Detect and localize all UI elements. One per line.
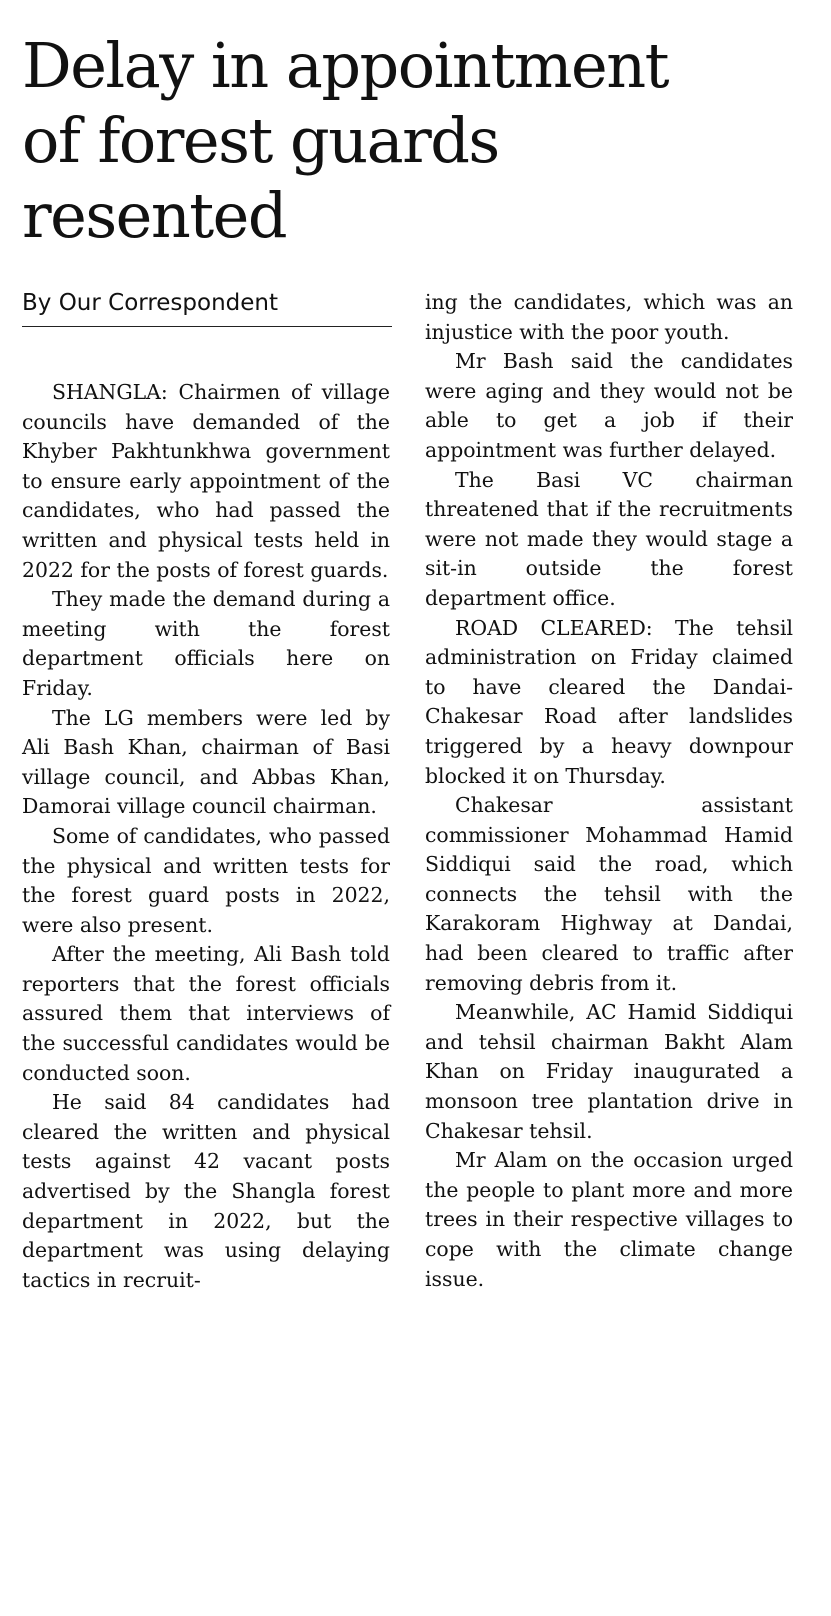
paragraph: Mr Bash said the candidates were aging and they would not be able to get a job if their appointment was further delayed. bbox=[425, 349, 793, 462]
headline-line: Delay in appointment bbox=[22, 29, 669, 102]
paragraph: Meanwhile, AC Hamid Siddiqui and tehsil chairman Bakht Alam Khan on Friday inaugurated a monsoon tree plantation drive in Chakesar tehsil. bbox=[425, 1000, 793, 1143]
paragraph: They made the demand during a meeting with the forest department officials here on Friday. bbox=[22, 587, 390, 700]
article-column-1 bbox=[22, 378, 390, 1295]
paragraph: After the meeting, Ali Bash told reporters that the forest officials assured them that interviews of the successful candidates would be conducted soon. bbox=[22, 942, 390, 1085]
paragraph: SHANGLA: Chairmen of village councils have demanded of the Khyber Pakhtunkhwa government to ensure early appointment of the candidates, who had passed the written and physical tests held in 2022 for the posts of forest guards. bbox=[22, 380, 390, 582]
byline: By Our Correspondent bbox=[22, 288, 392, 327]
paragraph: Chakesar assistant commissioner Mohammad Hamid Siddiqui said the road, which connects the tehsil with the Karakoram Highway at Dandai, had been cleared to traffic after removing debris from it. bbox=[425, 793, 793, 995]
headline-line: of forest guards bbox=[22, 104, 499, 177]
headline bbox=[22, 28, 822, 253]
paragraph: He said 84 candidates had cleared the written and physical tests against 42 vacant posts advertised by the Shangla forest department in 2022, but the department was using delaying tactics in recruit- bbox=[22, 1090, 390, 1292]
paragraph: The Basi VC chairman threatened that if the recruitments were not made they would stage a sit-in outside the forest department office. bbox=[425, 467, 793, 610]
article-column-2 bbox=[425, 288, 793, 1294]
paragraph: The LG members were led by Ali Bash Khan, chairman of Basi village council, and Abbas Khan, Damorai village council chairman. bbox=[22, 705, 390, 819]
paragraph: ROAD CLEARED: The tehsil administration on Friday claimed to have cleared the Dandai-Chakesar Road after landslides triggered by a heavy downpour blocked it on Thursday. bbox=[425, 615, 793, 788]
paragraph: Mr Alam on the occasion urged the people to plant more and more trees in their respective villages to cope with the climate change issue. bbox=[425, 1148, 793, 1291]
paragraph: Some of candidates, who passed the physical and written tests for the forest guard posts in 2022, were also present. bbox=[22, 823, 390, 937]
paragraph-continued: ing the candidates, which was an injustice with the poor youth. bbox=[425, 290, 793, 344]
headline-line: resented bbox=[22, 179, 287, 252]
